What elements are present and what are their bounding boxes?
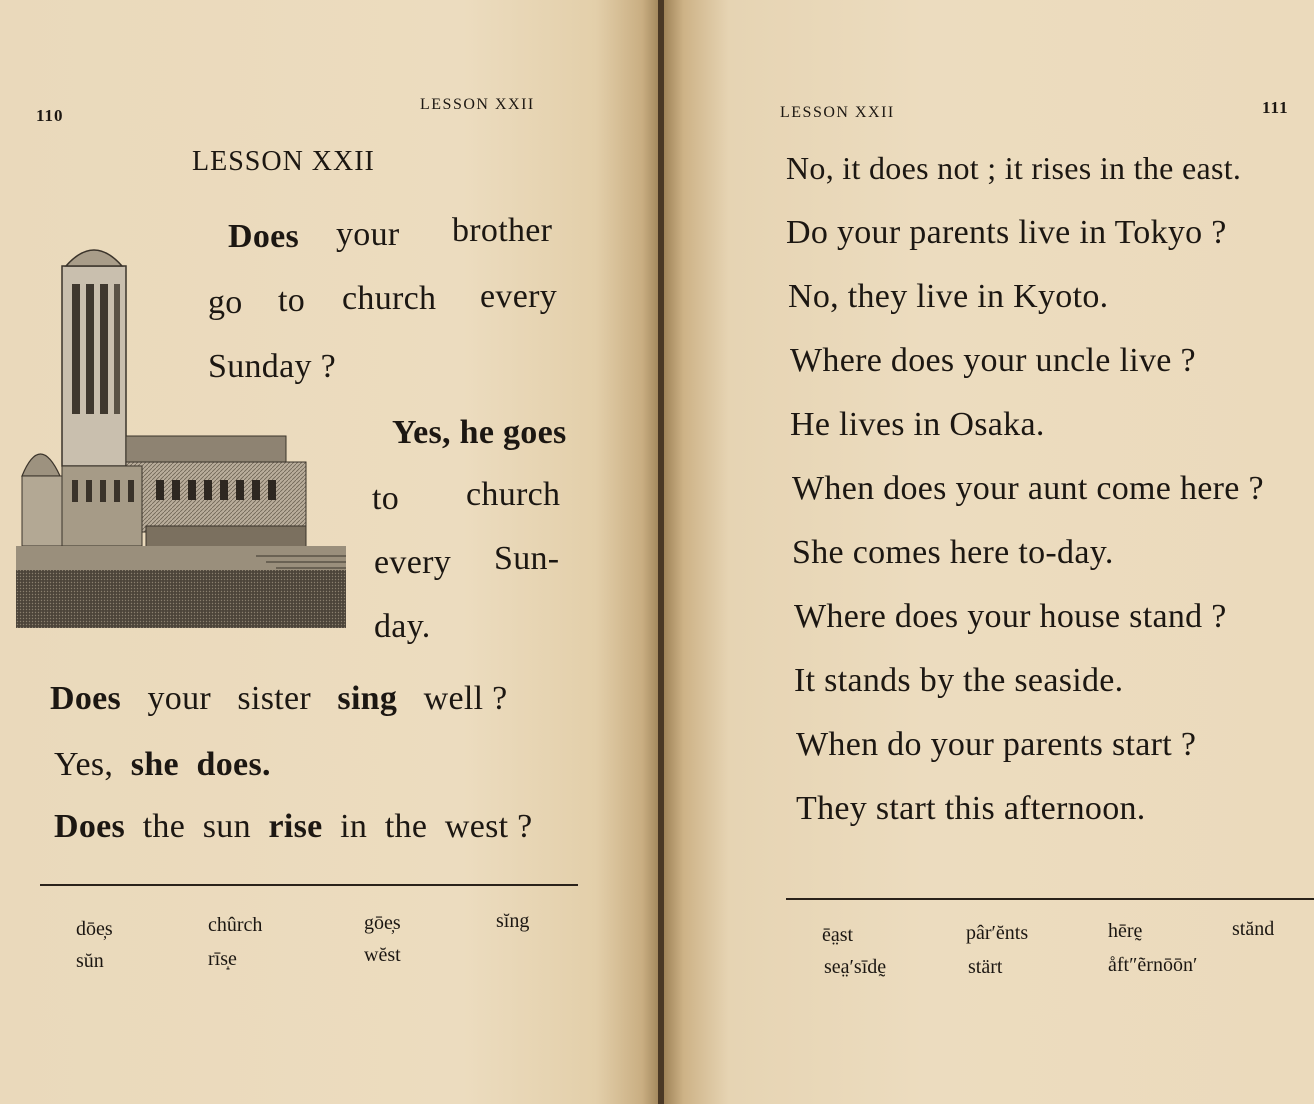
word: rise [268,808,323,845]
word: Yes, [54,746,114,783]
answer-line-4: day. [374,608,431,645]
vocab-word: dōe̦s [76,918,113,940]
line-1: No, it does not ; it rises in the east. [786,150,1242,186]
vocab-word: gōe̦s [364,912,401,934]
line-7: She comes here to-day. [792,534,1114,571]
lesson-title: LESSON XXII [192,146,375,177]
line-9: It stands by the seaside. [794,662,1124,699]
vocab-word: hērḛ [1108,920,1143,942]
line-2 [54,746,271,784]
line-11: They start this afternoon. [796,790,1146,827]
word: sister [237,680,311,717]
word: in [340,808,368,845]
right-page [664,0,1314,1104]
word: Does [228,218,300,255]
vocab-divider [786,898,1314,900]
vocab-word: stănd [1232,918,1275,940]
line-3 [54,808,533,846]
vocab-word: rīs̝e [208,948,237,970]
vocab-word: chûrch [208,914,263,936]
vocab-word: sea̤′sīdḛ [824,956,887,978]
vocab-word: åft″ẽrnōōn′ [1108,954,1198,976]
word: brother [452,212,553,249]
vocab-word: stärt [968,956,1003,978]
left-running-head: LESSON XXII [420,96,535,113]
word: does. [196,746,271,783]
line-2: Do your parents live in Tokyo ? [786,214,1227,251]
line-4: Where does your uncle live ? [790,342,1196,379]
word: Sunday ? [208,348,336,385]
word: she [130,746,179,783]
word: well ? [423,680,508,717]
vocab-word: wĕst [364,944,401,966]
vocab-word: pâr′ĕnts [966,922,1029,944]
word: Does [50,680,122,717]
word: every [480,278,558,315]
word: every [374,544,452,581]
word: your [147,680,212,717]
left-page-number: 110 [36,106,64,125]
word: sing [337,680,398,717]
word: go [208,284,243,321]
vocab-word: sŭn [76,950,104,972]
line-3: No, they live in Kyoto. [788,278,1109,315]
word: sun [202,808,251,845]
line-8: Where does your house stand ? [794,598,1227,635]
line-5: He lives in Osaka. [790,406,1045,443]
right-running-head: LESSON XXII [780,104,895,121]
word: to [278,282,306,319]
church-illustration [16,236,346,628]
vocab-word: ēa̤st [822,924,854,946]
line-10: When do your parents start ? [796,726,1197,763]
word: church [342,280,437,317]
word: the [142,808,186,845]
word: church [466,476,561,513]
line-1 [50,680,508,718]
word: Sun- [494,540,560,577]
line-6: When does your aunt come here ? [792,470,1264,507]
word: the [384,808,428,845]
vocab-word: sĭng [496,910,530,932]
right-page-number: 111 [1262,98,1289,117]
word: Does [54,808,126,845]
word: your [336,216,400,253]
word: west ? [444,808,533,845]
answer-line-1: Yes, he goes [392,414,567,451]
vocab-divider [40,884,578,886]
word: to [372,480,400,517]
